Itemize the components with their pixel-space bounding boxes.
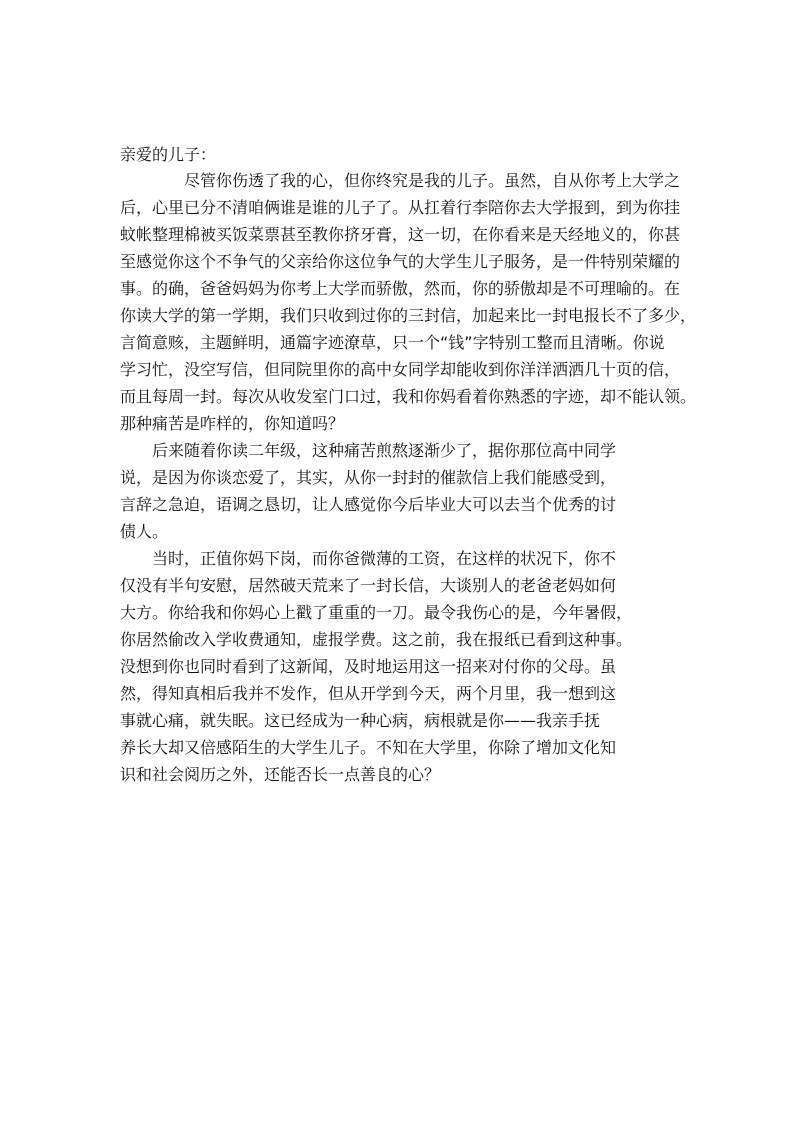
letter-line: 你读大学的第一学期，我们只收到过你的三封信，加起来比一封电报长不了多少， <box>120 306 697 325</box>
letter-line: 你居然偷改入学收费通知，虚报学费。这之前，我在报纸已看到这种事。 <box>120 630 633 649</box>
letter-line: 没想到你也同时看到了这新闻，及时地运用这一招来对付你的父母。虽 <box>120 657 617 676</box>
letter-line: 识和社会阅历之外，还能否长一点善良的心？ <box>120 765 441 784</box>
letter-line: 后来随着你读二年级，这种痛苦煎熬逐渐少了，据你那位高中同学 <box>152 441 617 460</box>
letter-line: 大方。你给我和你妈心上戳了重重的一刀。最令我伤心的是，今年暑假， <box>120 603 633 622</box>
letter-line: 事。的确，爸爸妈妈为你考上大学而骄傲，然而，你的骄傲却是不可理喻的。在 <box>120 279 681 298</box>
letter-line: 言简意赅，主题鲜明，通篇字迹潦草，只一个“钱”字特别工整而且清晰。你说 <box>120 333 665 352</box>
letter-line: 言辞之急迫，语调之恳切，让人感觉你今后毕业大可以去当个优秀的讨 <box>120 495 617 514</box>
salutation: 亲爱的儿子： <box>120 145 217 164</box>
letter-line: 当时，正值你妈下岗，而你爸微薄的工资，在这样的状况下，你不 <box>152 549 617 568</box>
letter-line: 养长大却又倍感陌生的大学生儿子。不知在大学里，你除了增加文化知 <box>120 738 617 757</box>
letter-line: 尽管你伤透了我的心，但你终究是我的儿子。虽然，自从你考上大学之 <box>184 171 681 190</box>
letter-line: 至感觉你这个不争气的父亲给你这位争气的大学生儿子服务，是一件特别荣耀的 <box>120 252 681 271</box>
letter-line: 那种痛苦是咋样的，你知道吗？ <box>120 414 345 433</box>
letter-line: 后，心里已分不清咱俩谁是谁的儿子了。从扛着行李陪你去大学报到，到为你挂 <box>120 198 681 217</box>
letter-line: 学习忙，没空写信，但同院里你的高中女同学却能收到你洋洋洒洒几十页的信， <box>120 360 681 379</box>
letter-line: 蚊帐整理棉被买饭菜票甚至教你挤牙膏，这一切，在你看来是天经地义的，你甚 <box>120 225 681 244</box>
letter-line: 仅没有半句安慰，居然破天荒来了一封长信，大谈别人的老爸老妈如何 <box>120 576 617 595</box>
letter-line: 事就心痛，就失眠。这已经成为一种心病，病根就是你——我亲手抚 <box>120 711 601 730</box>
letter-line: 而且每周一封。每次从收发室门口过，我和你妈看着你熟悉的字迹，却不能认领。 <box>120 387 697 406</box>
letter-line: 债人。 <box>120 522 169 541</box>
letter-line: 然，得知真相后我并不发作，但从开学到今天，两个月里，我一想到这 <box>120 684 617 703</box>
letter-line: 说，是因为你谈恋爱了，其实，从你一封封的催款信上我们能感受到， <box>120 468 617 487</box>
